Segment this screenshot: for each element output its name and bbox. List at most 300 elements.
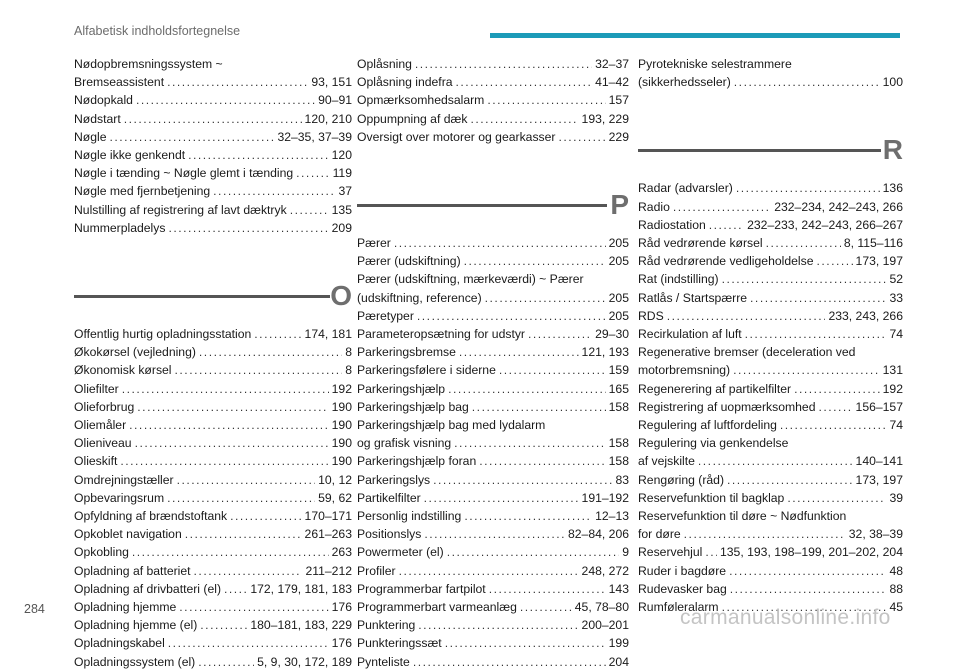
index-entry: [638, 343, 903, 379]
index-page-ref: 229: [608, 129, 629, 144]
index-page-ref: 8: [345, 345, 352, 360]
index-entry-row: [357, 361, 629, 379]
index-page-ref: 190: [331, 454, 352, 469]
index-term: Parkeringshjælp foran: [357, 454, 477, 469]
index-entry-row: [74, 562, 352, 580]
index-entry: [357, 252, 629, 270]
dot-leader: [730, 580, 887, 598]
index-entry-row: [638, 289, 903, 307]
index-entry-row: [638, 380, 903, 398]
index-term: Råd vedrørende kørsel: [638, 236, 763, 251]
index-entry: [74, 164, 352, 182]
index-entry-row: [74, 543, 352, 561]
dot-leader: [745, 325, 887, 343]
index-entry: [74, 634, 352, 652]
index-entry: [74, 416, 352, 434]
index-term: Råd vedrørende vedligeholdelse: [638, 254, 814, 269]
dot-leader: [729, 562, 886, 580]
index-page-ref: 143: [608, 581, 629, 596]
index-entry-row: [74, 164, 352, 182]
index-term: Rudevasker bag: [638, 581, 727, 596]
index-page-ref: 159: [608, 363, 629, 378]
index-term: Oversigt over motorer og gearkasser: [357, 129, 556, 144]
index-page-ref: 120, 210: [304, 111, 352, 126]
index-page-ref: 205: [608, 308, 629, 323]
index-entry-row: [357, 73, 629, 91]
dot-leader: [424, 489, 579, 507]
section-letter-divider: [638, 113, 903, 177]
index-entry: [357, 91, 629, 109]
index-term: Parkeringshjælp: [357, 381, 446, 396]
index-entry-row: [74, 91, 352, 109]
index-page-ref: 180–181, 183, 229: [250, 618, 352, 633]
index-term: Offentlig hurtig opladningsstation: [74, 327, 252, 342]
index-term: Partikelfilter: [357, 490, 421, 505]
index-page-ref: 172, 179, 181, 183: [250, 581, 352, 596]
index-term: Økokørsel (vejledning): [74, 345, 196, 360]
index-term: Parkeringsbremse: [357, 345, 456, 360]
index-term: Opladningssystem (el): [74, 654, 196, 669]
index-entry: [74, 380, 352, 398]
index-entry: [74, 128, 352, 146]
index-entry-row: [357, 653, 629, 671]
index-page-ref: 33: [889, 290, 903, 305]
index-entry-row: [357, 289, 629, 307]
index-entry: [74, 182, 352, 200]
index-term: Recirkulation af luft: [638, 327, 742, 342]
index-entry-row: [357, 471, 629, 489]
index-entry-line: Pyrotekniske selestrammere: [638, 57, 792, 71]
index-page-ref: 10, 12: [318, 472, 352, 487]
index-entry: [74, 525, 352, 543]
index-entry-row: [74, 434, 352, 452]
index-entry-row: [357, 543, 629, 561]
index-entry-row: [74, 110, 352, 128]
index-term: Parkeringshjælp bag: [357, 399, 469, 414]
watermark-text: carmanualsonline.info: [680, 606, 891, 629]
dot-leader: [137, 398, 328, 416]
dot-leader: [254, 325, 301, 343]
index-entry: [638, 325, 903, 343]
index-entry-row: [638, 398, 903, 416]
index-entry: [74, 653, 352, 671]
index-page-ref: 157: [608, 93, 629, 108]
index-entry-row: [638, 179, 903, 197]
index-page-ref: 205: [608, 236, 629, 251]
index-entry: [357, 471, 629, 489]
dot-leader: [224, 580, 247, 598]
index-page-ref: 121, 193: [581, 345, 629, 360]
index-page-ref: 165: [608, 381, 629, 396]
dot-leader: [136, 91, 315, 109]
dot-leader: [459, 343, 579, 361]
index-entry-row: [74, 146, 352, 164]
section-letter: P: [610, 189, 629, 221]
index-page-ref: 32–35, 37–39: [277, 129, 352, 144]
index-page-ref: 136: [882, 181, 903, 196]
index-entry: [357, 580, 629, 598]
dot-leader: [727, 471, 853, 489]
index-column-3: [638, 55, 903, 616]
index-term: Pynteliste: [357, 654, 410, 669]
index-entry-row: [357, 616, 629, 634]
index-entry: [357, 380, 629, 398]
index-entry: [638, 179, 903, 197]
dot-leader: [787, 489, 886, 507]
dot-leader: [120, 452, 328, 470]
index-page-ref: 200–201: [581, 618, 629, 633]
index-entry: [638, 416, 903, 434]
index-entry-row: [638, 73, 903, 91]
section-rule: [638, 149, 881, 152]
dot-leader: [673, 198, 771, 216]
index-term: for døre: [638, 527, 681, 542]
index-entry: [74, 91, 352, 109]
index-term: Reservefunktion til bagklap: [638, 490, 785, 505]
index-entry: [74, 343, 352, 361]
index-entry-line: Regenerative bremser (deceleration ved: [638, 345, 856, 360]
section-letter: R: [882, 134, 903, 166]
index-page-ref: 158: [608, 399, 629, 414]
index-entry-row: [638, 525, 903, 543]
index-entry-row: [357, 380, 629, 398]
index-term: Omdrejningstæller: [74, 472, 174, 487]
dot-leader: [456, 73, 593, 91]
index-entry-row: [74, 616, 352, 634]
index-entry: [357, 507, 629, 525]
index-term: Pæretyper: [357, 308, 414, 323]
index-page-ref: 190: [331, 436, 352, 451]
index-entry-row: [74, 219, 352, 237]
index-page-ref: 205: [608, 254, 629, 269]
index-term: Positionslys: [357, 527, 422, 542]
index-entry-row: [357, 252, 629, 270]
index-entry: [357, 525, 629, 543]
index-page-ref: 199: [608, 636, 629, 651]
index-entry: [638, 252, 903, 270]
dot-leader: [129, 416, 329, 434]
index-term: Regenerering af partikelfilter: [638, 381, 792, 396]
dot-leader: [188, 146, 329, 164]
index-page-ref: 173, 197: [855, 254, 903, 269]
index-entry-row: [74, 471, 352, 489]
index-entry-row: [74, 361, 352, 379]
index-term: Radar (advarsler): [638, 181, 733, 196]
index-entry-row: [638, 452, 903, 470]
index-entry-row: [357, 398, 629, 416]
dot-leader: [479, 452, 605, 470]
dot-leader: [179, 598, 328, 616]
index-entry-row: [357, 91, 629, 109]
index-entry-row: [357, 489, 629, 507]
index-entry: [638, 580, 903, 598]
index-term: og grafisk visning: [357, 436, 452, 451]
index-page-ref: 32, 38–39: [848, 527, 903, 542]
index-entry-row: [357, 55, 629, 73]
index-entry: [74, 543, 352, 561]
index-entry: [74, 325, 352, 343]
index-page-ref: 263: [331, 545, 352, 560]
index-page-ref: 45, 78–80: [574, 600, 629, 615]
index-entry-row: [74, 343, 352, 361]
index-term: Nulstilling af registrering af lavt dæktryk: [74, 202, 287, 217]
dot-leader: [734, 73, 880, 91]
index-entry: [74, 598, 352, 616]
index-page-ref: 100: [882, 75, 903, 90]
index-entry-row: [357, 128, 629, 146]
index-page-ref: 120: [331, 148, 352, 163]
dot-leader: [766, 234, 841, 252]
index-entry: [74, 616, 352, 634]
section-rule: [357, 204, 607, 207]
index-entry-row: [357, 634, 629, 652]
index-term: Olieforbrug: [74, 399, 135, 414]
index-page-ref: 88: [889, 581, 903, 596]
index-page-ref: 140–141: [855, 454, 903, 469]
dot-leader: [447, 543, 620, 561]
index-page-ref: 135, 193, 198–199, 201–202, 204: [720, 545, 903, 560]
dot-leader: [722, 270, 887, 288]
dot-leader: [433, 471, 612, 489]
index-entry-row: [357, 325, 629, 343]
index-page-ref: 39: [889, 490, 903, 505]
index-entry: [638, 55, 903, 91]
index-page-ref: 131: [882, 363, 903, 378]
dot-leader: [667, 307, 826, 325]
index-page-ref: 74: [889, 327, 903, 342]
index-entry: [357, 616, 629, 634]
index-term: Nødstart: [74, 111, 121, 126]
index-entry-row: [357, 452, 629, 470]
dot-leader: [445, 634, 606, 652]
index-entry: [74, 361, 352, 379]
dot-leader: [194, 562, 303, 580]
index-term: Rumføleralarm: [638, 600, 719, 615]
index-page-ref: 174, 181: [304, 327, 352, 342]
dot-leader: [470, 110, 578, 128]
dot-leader: [487, 91, 605, 109]
index-entry-row: [74, 416, 352, 434]
index-page-ref: 45: [889, 600, 903, 615]
index-term: Punktering: [357, 618, 416, 633]
dot-leader: [122, 380, 329, 398]
index-entry-row: [638, 543, 903, 561]
index-entry-line: Nødopbremsningssystem ~: [74, 57, 223, 71]
index-entry-row: [74, 452, 352, 470]
dot-leader: [110, 128, 275, 146]
dot-leader: [200, 616, 247, 634]
index-entry: [74, 55, 352, 91]
index-entry-row: [357, 525, 629, 543]
index-term: Nøgle i tænding ~ Nøgle glemt i tænding: [74, 166, 294, 181]
index-entry-row: [74, 580, 352, 598]
index-term: Nødopkald: [74, 93, 133, 108]
index-entry-row: [357, 434, 629, 452]
index-entry: [74, 219, 352, 237]
index-entry: [74, 562, 352, 580]
index-entry-row: [638, 216, 903, 234]
dot-leader: [175, 361, 343, 379]
index-term: Registrering af uopmærksomhed: [638, 399, 816, 414]
dot-leader: [132, 543, 329, 561]
index-term: Ratlås / Startspærre: [638, 290, 748, 305]
index-page-ref: 211–212: [305, 563, 352, 578]
dot-leader: [709, 216, 744, 234]
index-term: Oplåsning indefra: [357, 75, 453, 90]
section-letter: O: [330, 280, 352, 312]
index-entry-row: [74, 380, 352, 398]
section-letter-divider: [74, 259, 352, 323]
index-term: Opkoblet navigation: [74, 527, 182, 542]
index-entry: [357, 55, 629, 73]
index-page-ref: 192: [882, 381, 903, 396]
index-term: Opmærksomhedsalarm: [357, 93, 485, 108]
index-entry-row: [74, 201, 352, 219]
index-page-ref: 74: [889, 418, 903, 433]
dot-leader: [417, 307, 606, 325]
dot-leader: [684, 525, 846, 543]
dot-leader: [472, 398, 606, 416]
index-term: Nummerpladelys: [74, 220, 166, 235]
dot-leader: [230, 507, 301, 525]
index-term: Opkobling: [74, 545, 129, 560]
index-entry-row: [638, 489, 903, 507]
index-page-ref: 59, 62: [318, 490, 352, 505]
page-number: 284: [24, 602, 45, 616]
dot-leader: [418, 616, 578, 634]
dot-leader: [198, 653, 254, 671]
dot-leader: [168, 634, 329, 652]
index-entry-row: [74, 634, 352, 652]
index-entry-row: [638, 325, 903, 343]
index-entry: [74, 452, 352, 470]
dot-leader: [794, 380, 880, 398]
dot-leader: [167, 73, 308, 91]
dot-leader: [199, 343, 342, 361]
dot-leader: [448, 380, 606, 398]
dot-leader: [499, 361, 606, 379]
index-entry: [357, 343, 629, 361]
dot-leader: [818, 398, 852, 416]
index-page-ref: 176: [331, 636, 352, 651]
index-term: Oppumpning af dæk: [357, 111, 468, 126]
index-entry: [74, 507, 352, 525]
dot-leader: [124, 110, 302, 128]
index-page-ref: 32–37: [595, 57, 629, 71]
index-entry: [638, 489, 903, 507]
index-term: Opfyldning af brændstoftank: [74, 509, 228, 524]
index-page-ref: 52: [889, 272, 903, 287]
index-term: Nøgle: [74, 129, 107, 144]
index-entry: [638, 471, 903, 489]
dot-leader: [733, 361, 880, 379]
dot-leader: [489, 580, 606, 598]
index-entry: [357, 543, 629, 561]
index-page-ref: 190: [331, 399, 352, 414]
index-page-ref: 232–233, 242–243, 266–267: [747, 217, 903, 232]
dot-leader: [213, 182, 335, 200]
index-term: Programmerbart varmeanlæg: [357, 600, 517, 615]
index-entry-line: Pærer (udskiftning, mærkeværdi) ~ Pærer: [357, 272, 584, 287]
dot-leader: [698, 452, 853, 470]
index-page-ref: 176: [331, 600, 352, 615]
index-term: Punkteringssæt: [357, 636, 442, 651]
index-page-ref: 82–84, 206: [568, 527, 629, 542]
index-entry: [357, 398, 629, 416]
index-entry: [638, 289, 903, 307]
dot-leader: [705, 543, 717, 561]
index-page-ref: 93, 151: [311, 75, 352, 90]
header-accent-bar: [490, 33, 900, 38]
index-page-ref: 29–30: [595, 327, 629, 342]
index-page-ref: 83: [615, 472, 629, 487]
dot-leader: [290, 201, 329, 219]
dot-leader: [168, 219, 328, 237]
index-term: Rat (indstilling): [638, 272, 719, 287]
dot-leader: [736, 179, 880, 197]
index-entry: [357, 598, 629, 616]
index-entry-row: [638, 361, 903, 379]
index-entry: [357, 234, 629, 252]
index-entry: [357, 361, 629, 379]
index-entry: [638, 198, 903, 216]
index-term: Oplåsning: [357, 57, 412, 71]
index-term: Nøgle ikke genkendt: [74, 148, 186, 163]
index-term: Oliefilter: [74, 381, 119, 396]
index-entry: [74, 489, 352, 507]
index-entry: [638, 234, 903, 252]
index-term: Radio: [638, 199, 670, 214]
index-entry: [357, 489, 629, 507]
index-term: Olieniveau: [74, 436, 132, 451]
index-page-ref: 48: [889, 563, 903, 578]
index-entry-row: [638, 580, 903, 598]
index-entry: [357, 325, 629, 343]
index-page-ref: 193, 229: [581, 111, 629, 126]
index-page-ref: 261–263: [304, 527, 352, 542]
index-term: Pærer: [357, 236, 391, 251]
index-term: Powermeter (el): [357, 545, 444, 560]
index-entry-line: Regulering via genkendelse: [638, 436, 789, 451]
index-term: Rengøring (råd): [638, 472, 725, 487]
index-term: Parameteropsætning for udstyr: [357, 327, 525, 342]
dot-leader: [135, 434, 329, 452]
index-entry-row: [74, 507, 352, 525]
dot-leader: [394, 234, 606, 252]
index-term: Opladning af batteriet: [74, 563, 191, 578]
index-term: Opbevaringsrum: [74, 490, 165, 505]
index-entry: [74, 201, 352, 219]
index-term: Regulering af luftfordeling: [638, 418, 777, 433]
index-entry: [74, 398, 352, 416]
dot-leader: [415, 55, 592, 73]
index-entry: [357, 634, 629, 652]
index-entry: [638, 398, 903, 416]
index-term: Olieskift: [74, 454, 118, 469]
index-page-ref: 90–91: [318, 93, 352, 108]
dot-leader: [520, 598, 572, 616]
index-page-ref: 190: [331, 418, 352, 433]
index-term: af vejskilte: [638, 454, 695, 469]
index-term: Radiostation: [638, 217, 706, 232]
index-term: Pærer (udskiftning): [357, 254, 461, 269]
index-term: Personlig indstilling: [357, 509, 462, 524]
index-page-ref: 41–42: [595, 75, 629, 90]
index-term: (udskiftning, reference): [357, 290, 482, 305]
dot-leader: [177, 471, 316, 489]
index-entry-row: [357, 507, 629, 525]
index-entry-line: Reservefunktion til døre ~ Nødfunktion: [638, 509, 847, 524]
